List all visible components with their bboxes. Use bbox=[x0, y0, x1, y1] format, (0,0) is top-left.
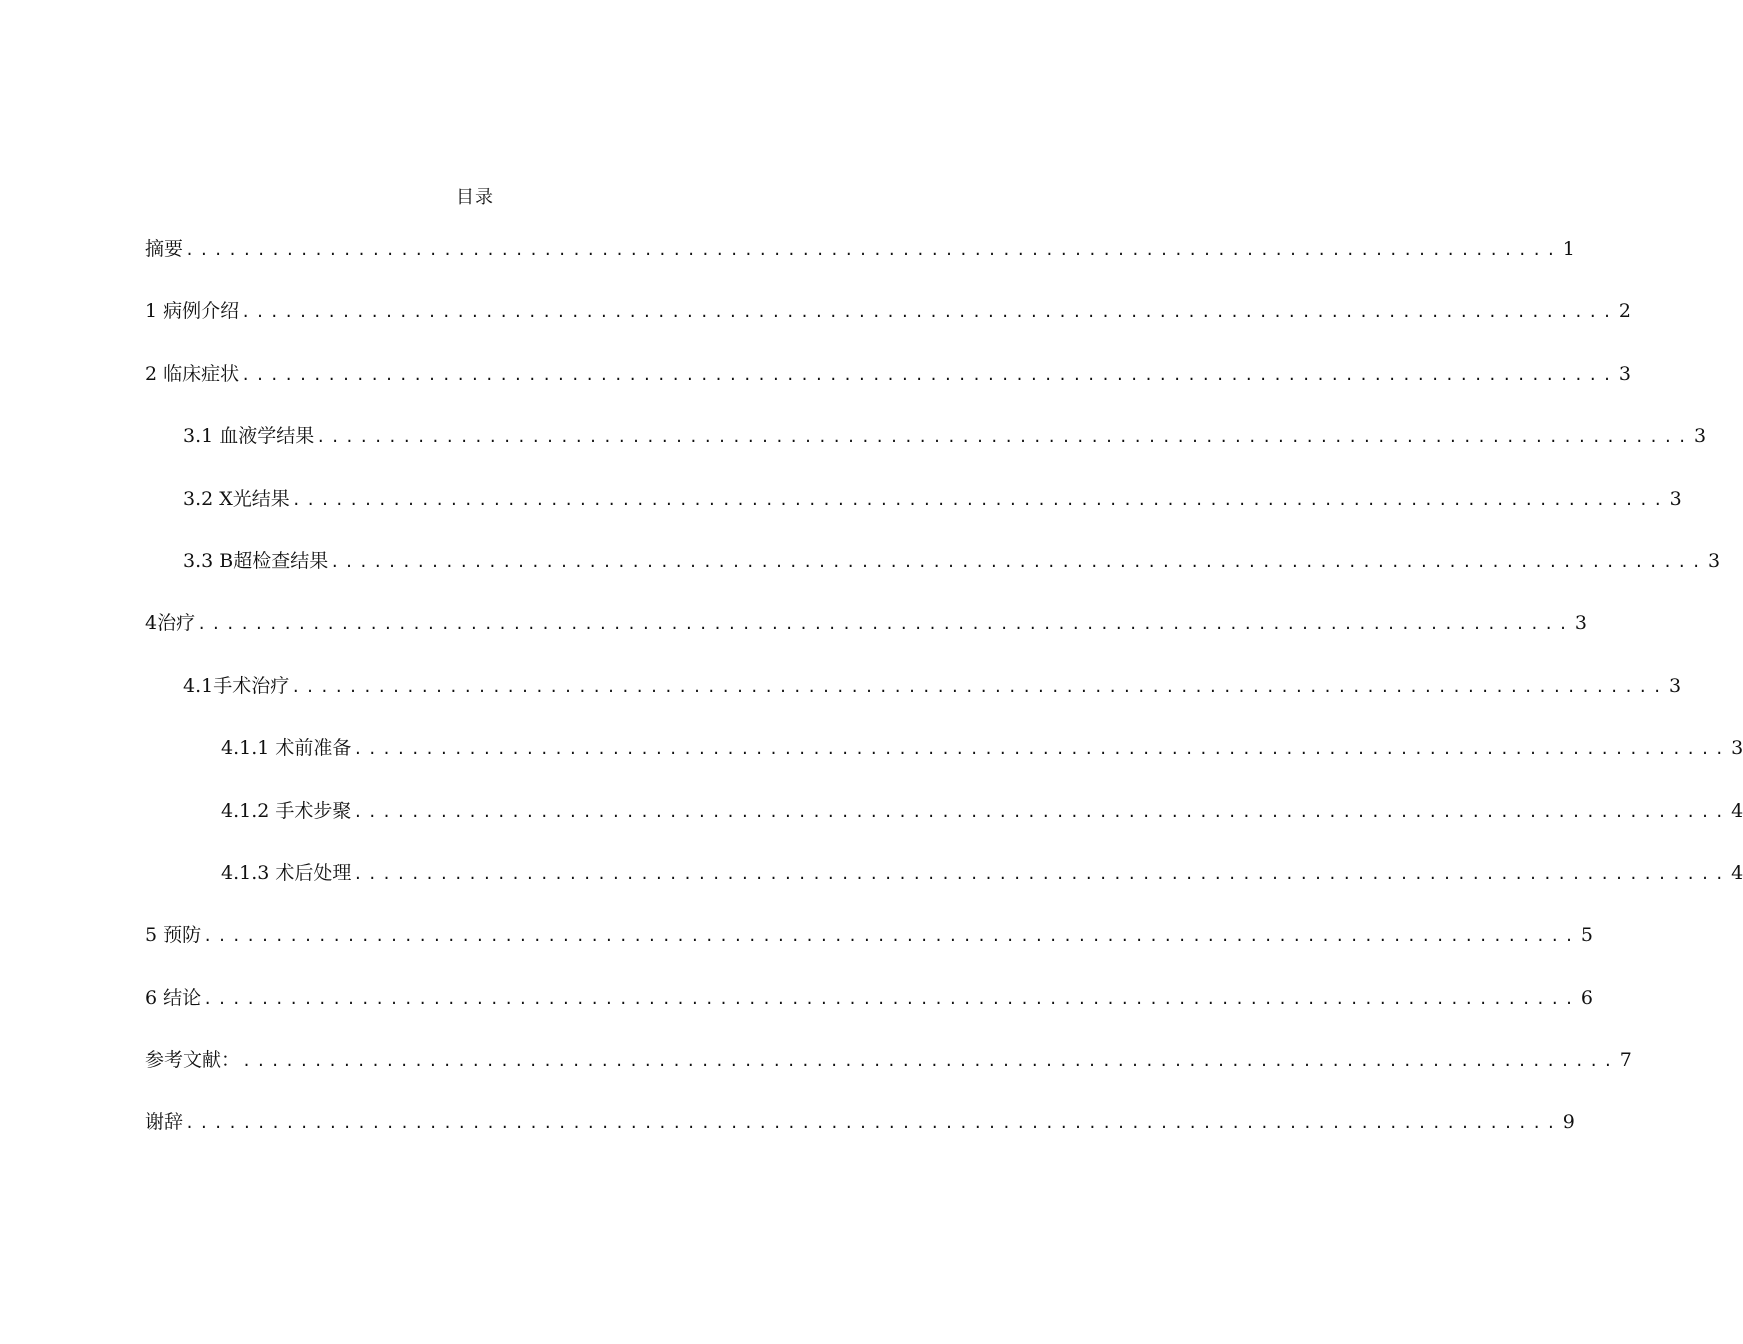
toc-entry-label: 1 病例介绍 bbox=[145, 300, 240, 323]
toc-entry[interactable] bbox=[145, 546, 1721, 608]
toc-entry-label: 4.1.1 术前准备 bbox=[221, 737, 352, 760]
toc-entry-page: 4 bbox=[1731, 861, 1743, 884]
toc-entry[interactable] bbox=[145, 733, 1743, 795]
toc-entry-page: 7 bbox=[1619, 1049, 1632, 1072]
toc-entry-page: 3 bbox=[1707, 549, 1721, 572]
toc-entry-page: 3 bbox=[1669, 487, 1682, 510]
toc-entry[interactable] bbox=[145, 484, 1682, 546]
toc-entry-page: 3 bbox=[1574, 612, 1587, 635]
toc-entry-label: 5 预防 bbox=[145, 924, 202, 947]
toc-entry-label: 3.1 血液学结果 bbox=[183, 425, 315, 448]
toc-entry[interactable] bbox=[145, 234, 1575, 296]
toc-entry-page: 3 bbox=[1668, 674, 1682, 697]
toc-entry-label: 6 结论 bbox=[145, 986, 202, 1009]
toc-entry[interactable] bbox=[145, 421, 1707, 483]
toc-entry-label: 4.1.3 术后处理 bbox=[221, 861, 352, 884]
toc-dot-leader: ................................................................................................ bbox=[353, 740, 1730, 759]
table-of-contents bbox=[145, 234, 1743, 1170]
toc-entry-label: 4治疗 bbox=[145, 612, 196, 635]
toc-dot-leader: ................................................................................................ bbox=[291, 490, 1668, 509]
toc-dot-leader: ................................................................................................ bbox=[185, 1114, 1561, 1133]
toc-entry[interactable] bbox=[145, 296, 1631, 358]
toc-dot-leader: ................................................................................................ bbox=[316, 428, 1693, 447]
toc-entry[interactable] bbox=[145, 920, 1593, 982]
toc-dot-leader: ................................................................................................ bbox=[241, 365, 1617, 384]
toc-dot-leader: ................................................................................................ bbox=[242, 1052, 1618, 1071]
toc-entry-label: 4.1.2 手术步聚 bbox=[221, 799, 352, 822]
toc-dot-leader: ................................................................................................ bbox=[353, 802, 1730, 821]
toc-entry[interactable] bbox=[145, 1045, 1632, 1107]
toc-entry-page: 3 bbox=[1694, 425, 1707, 448]
toc-entry[interactable] bbox=[145, 608, 1587, 670]
toc-entry-page: 4 bbox=[1731, 799, 1743, 822]
toc-dot-leader: ................................................................................................ bbox=[203, 989, 1579, 1008]
toc-entry-label: 参考文献： bbox=[145, 1049, 241, 1072]
toc-entry-label: 3.2 X光结果 bbox=[183, 487, 290, 510]
toc-dot-leader: ................................................................................................ bbox=[291, 677, 1667, 696]
toc-entry-label: 2 临床症状 bbox=[145, 362, 240, 385]
toc-entry-label: 4.1手术治疗 bbox=[183, 674, 290, 697]
toc-entry-page: 2 bbox=[1618, 300, 1631, 323]
toc-entry-page: 1 bbox=[1562, 238, 1575, 260]
toc-title: 目录 bbox=[456, 187, 494, 208]
toc-dot-leader: ................................................................................................ bbox=[185, 241, 1561, 259]
toc-dot-leader: ................................................................................................ bbox=[353, 864, 1730, 883]
toc-entry-label: 3.3 B超检查结果 bbox=[183, 549, 329, 572]
toc-entry-page: 3 bbox=[1731, 737, 1743, 760]
toc-entry-page: 6 bbox=[1580, 986, 1593, 1009]
toc-entry[interactable] bbox=[145, 858, 1743, 920]
toc-dot-leader: ................................................................................................ bbox=[330, 552, 1706, 571]
toc-entry-page: 3 bbox=[1618, 362, 1631, 385]
toc-entry[interactable] bbox=[145, 796, 1743, 858]
toc-dot-leader: ................................................................................................ bbox=[197, 615, 1573, 634]
toc-entry[interactable] bbox=[145, 359, 1631, 421]
toc-entry-label: 摘要 bbox=[145, 238, 184, 260]
toc-entry[interactable] bbox=[145, 671, 1682, 733]
toc-dot-leader: ................................................................................................ bbox=[203, 927, 1579, 946]
toc-entry-page: 5 bbox=[1580, 924, 1593, 947]
toc-dot-leader: ................................................................................................ bbox=[241, 303, 1617, 322]
toc-entry[interactable] bbox=[145, 1107, 1575, 1169]
toc-entry[interactable] bbox=[145, 983, 1593, 1045]
toc-entry-page: 9 bbox=[1562, 1111, 1575, 1134]
toc-entry-label: 谢辞 bbox=[145, 1111, 184, 1134]
